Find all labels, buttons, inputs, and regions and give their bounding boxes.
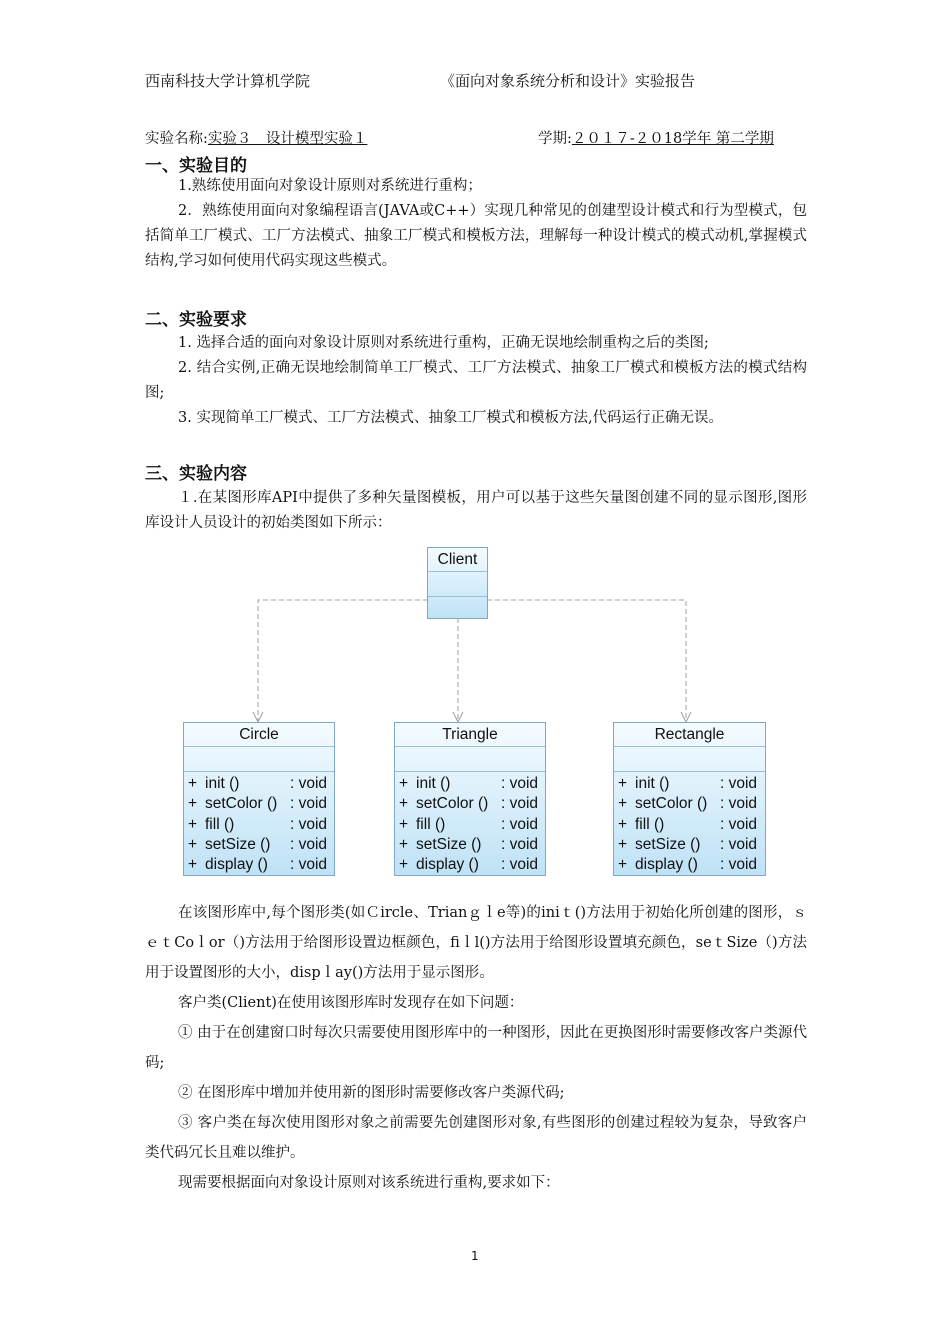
term-value: ２０１７-２０18学年 第二学期	[571, 131, 774, 147]
class-triangle	[394, 722, 546, 876]
header-school: 西南科技大学计算机学院	[145, 72, 311, 90]
class-circle-name: Circle	[184, 723, 334, 747]
dependency-line-rectangle	[487, 600, 686, 722]
class-rectangle	[613, 722, 766, 876]
class-triangle-name: Triangle	[395, 723, 545, 747]
operation: + fill () : void	[618, 815, 758, 833]
operation: + display () : void	[188, 856, 328, 874]
header-report-title: 《面向对象系统分析和设计》实验报告	[440, 72, 696, 90]
problem-2: ② 在图形库中增加并使用新的图形时需要修改客户类源代码;	[178, 1085, 565, 1101]
class-client-attributes	[428, 572, 487, 597]
class-rectangle-name: Rectangle	[614, 723, 765, 747]
purpose-item-2: 2．熟练使用面向对象编程语言(JAVA或C++）实现几种常见的创建型设计模式和行为型模式，包括简单工厂模式、工厂方法模式、抽象工厂模式和模板方法，理解每一种设计模式的模式动机,掌握模式结构,学习如何使用代码实现这些模式。	[145, 203, 807, 269]
class-triangle-operations	[395, 772, 545, 875]
experiment-name-value: 实验３ 设计模型实验１	[207, 131, 368, 147]
class-circle-operations	[184, 772, 334, 875]
arrowhead-triangle	[453, 712, 463, 722]
operation: + fill () : void	[399, 815, 539, 833]
operation: + display () : void	[399, 856, 539, 874]
requirement-item-3: 3. 实现简单工厂模式、工厂方法模式、抽象工厂模式和模板方法,代码运行正确无误。	[178, 410, 724, 426]
experiment-name	[145, 127, 367, 148]
term-label: 学期:	[538, 131, 572, 147]
section-title-purpose: 一、实验目的	[145, 156, 247, 176]
arrowhead-circle	[253, 712, 263, 722]
client-problems-intro: 客户类(Client)在使用该图形库时发现存在如下问题：	[178, 995, 524, 1011]
operation: + fill () : void	[188, 815, 328, 833]
arrowhead-rectangle	[681, 712, 691, 722]
class-circle	[183, 722, 335, 876]
class-triangle-attributes	[395, 747, 545, 772]
operation: + init () : void	[399, 775, 539, 792]
class-rectangle-attributes	[614, 747, 765, 772]
experiment-name-label: 实验名称:	[145, 131, 208, 147]
method-description: 在该图形库中,每个图形类(如Ｃircle、Trianｇｌe等)的iniｔ()方法用于初始化所创建的图形，ｓｅｔCoｌor（)方法用于给图形设置边框颜色，fiｌl()方法用于给图形设置填充颜色，seｔSize（)方法用于设置图形的大小，dispｌay()方法用于显示图形。	[145, 905, 807, 981]
operation: + setColor () : void	[618, 795, 758, 813]
page-number: 1	[471, 1249, 479, 1263]
dependency-line-circle	[258, 600, 428, 722]
section-title-content: 三、实验内容	[145, 464, 247, 484]
purpose-item-1: 1.熟练使用面向对象设计原则对系统进行重构；	[178, 178, 482, 194]
requirement-item-1: 1. 选择合适的面向对象设计原则对系统进行重构，正确无误地绘制重构之后的类图;	[178, 335, 709, 351]
content-intro: １.在某图形库API中提供了多种矢量图模板，用户可以基于这些矢量图创建不同的显示图形,图形库设计人员设计的初始类图如下所示：	[145, 490, 807, 531]
operation: + display () : void	[618, 856, 758, 874]
section-title-requirements: 二、实验要求	[145, 310, 247, 330]
problem-3: ③ 客户类在每次使用图形对象之前需要先创建图形对象,有些图形的创建过程较为复杂，导致客户类代码冗长且难以维护。	[145, 1115, 807, 1161]
operation: + setColor () : void	[399, 795, 539, 813]
class-client	[427, 547, 488, 619]
operation: + setColor () : void	[188, 795, 328, 813]
refactor-requirements-intro: 现需要根据面向对象设计原则对该系统进行重构,要求如下：	[178, 1175, 560, 1191]
operation: + init () : void	[188, 775, 328, 792]
operation: + setSize () : void	[188, 835, 328, 853]
operation: + init () : void	[618, 775, 758, 792]
problem-1: ① 由于在创建窗口时每次只需要使用图形库中的一种图形，因此在更换图形时需要修改客户类源代码;	[145, 1025, 807, 1071]
term	[538, 127, 774, 148]
operation: + setSize () : void	[618, 835, 758, 853]
class-circle-attributes	[184, 747, 334, 772]
operation: + setSize () : void	[399, 835, 539, 853]
class-client-name: Client	[428, 548, 487, 572]
requirement-item-2: 2. 结合实例,正确无误地绘制简单工厂模式、工厂方法模式、抽象工厂模式和模板方法的模式结构图;	[145, 360, 807, 401]
class-rectangle-operations	[614, 772, 765, 875]
